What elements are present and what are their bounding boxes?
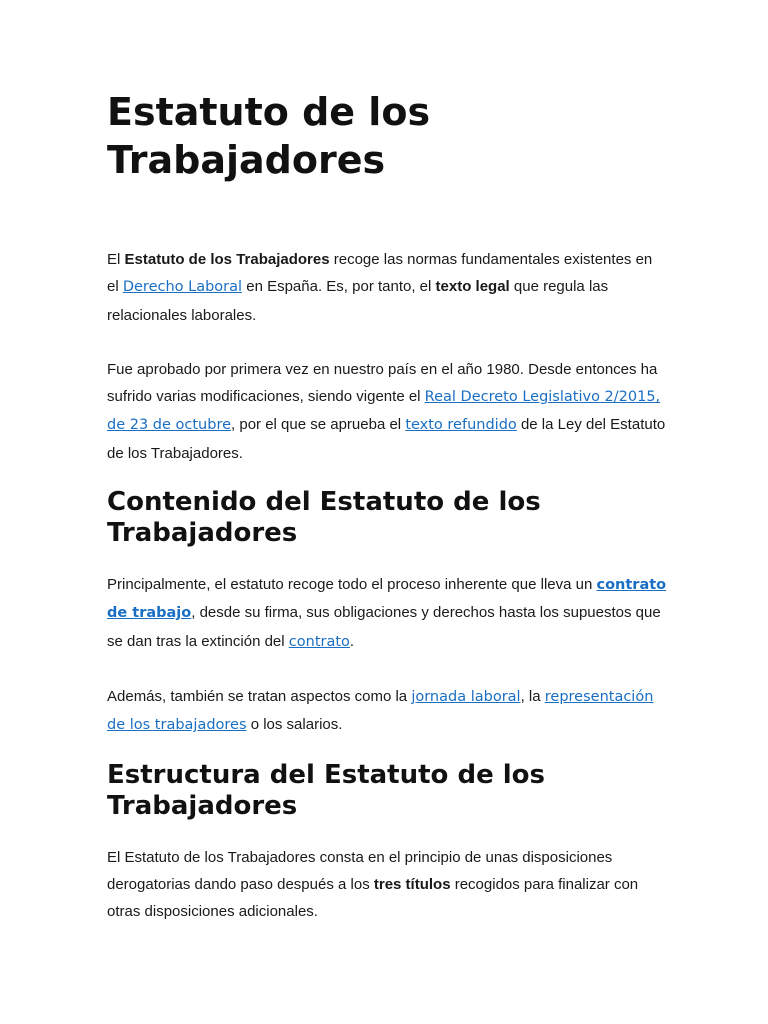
text: , la: [520, 687, 545, 705]
intro-paragraph: [107, 246, 667, 329]
text: o los salarios.: [246, 716, 343, 734]
aspects-paragraph: [107, 683, 667, 740]
link-contrato[interactable]: contrato: [288, 633, 350, 650]
text: , desde su firma, sus obligaciones y derechos hasta los supuestos que se dan tras la extinción del: [107, 604, 661, 650]
text: .: [349, 632, 355, 650]
text: Principalmente, el estatuto recoge todo el proceso inherente que lleva un: [107, 576, 597, 594]
section-heading-estructura: Estructura del Estatuto de los Trabajadores: [107, 759, 546, 821]
text: de la Ley del Estatuto de los Trabajadores.: [107, 416, 666, 462]
link-derecho-laboral[interactable]: Derecho Laboral: [122, 279, 243, 296]
bold-text: Estatuto de los Trabajadores: [124, 251, 330, 268]
text: que regula las relacionales laborales.: [107, 278, 609, 324]
text: El Estatuto de los Trabajadores consta en el principio de unas disposiciones derogatorias dando paso después a los: [107, 848, 613, 893]
link-contrato-de-trabajo[interactable]: contrato de trabajo: [107, 577, 667, 622]
bold-text: texto legal: [435, 278, 510, 296]
link-jornada-laboral[interactable]: jornada laboral: [411, 688, 521, 705]
page-title: Estatuto de los Trabajadores: [107, 90, 431, 182]
text: Fue aprobado por primera vez en nuestro país en el año 1980. Desde entonces ha sufrido varias modificaciones, siendo vigente el: [107, 360, 658, 406]
history-paragraph: [107, 356, 667, 467]
link-representacion-trabajadores[interactable]: representación de los trabajadores: [107, 688, 654, 734]
text: El: [107, 251, 125, 268]
text: Además, también se tratan aspectos como la: [107, 687, 412, 705]
content-paragraph: [107, 571, 667, 656]
link-real-decreto[interactable]: Real Decreto Legislativo 2/2015, de 23 de octubre: [107, 389, 661, 434]
link-texto-refundido[interactable]: texto refundido: [405, 417, 517, 434]
article: [107, 88, 667, 952]
text: recoge las normas fundamentales existentes en el: [107, 251, 653, 296]
structure-paragraph: [107, 844, 667, 926]
section-heading-contenido: Contenido del Estatuto de los Trabajadores: [107, 487, 541, 549]
text: en España. Es, por tanto, el: [242, 278, 436, 296]
text: , por el que se aprueba el: [231, 416, 406, 434]
bold-text: tres títulos: [373, 875, 451, 893]
text: recogidos para finalizar con otras disposiciones adicionales.: [107, 875, 639, 921]
